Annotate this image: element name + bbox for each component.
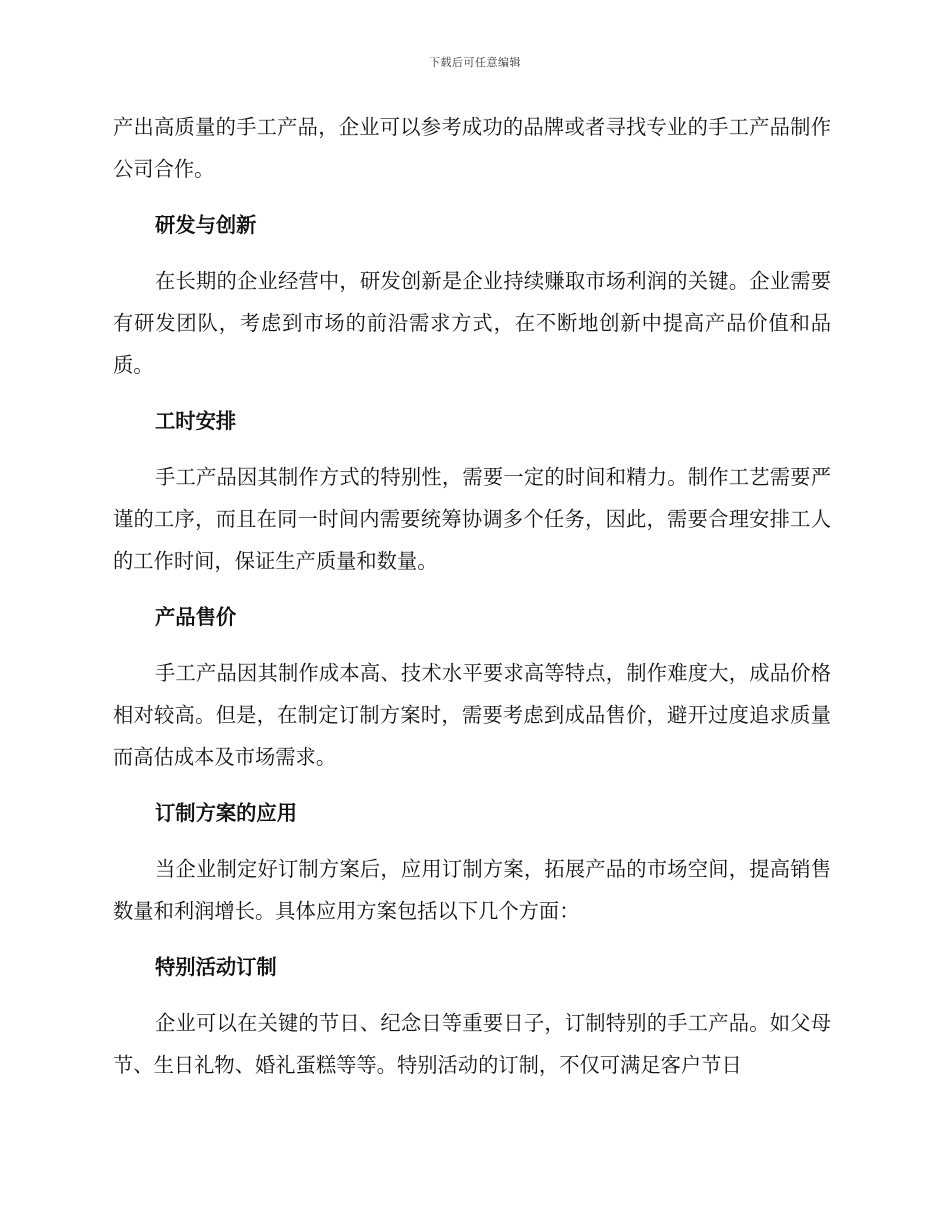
spacer — [113, 442, 831, 456]
paragraph-intro-continuation: 产出高质量的手工产品，企业可以参考成功的品牌或者寻找专业的手工产品制作公司合作。 — [113, 115, 831, 181]
spacer — [113, 246, 831, 260]
spacer — [113, 834, 831, 848]
section-heading-pricing: 产品售价 — [155, 605, 237, 629]
document-body — [113, 106, 831, 1086]
spacer — [113, 386, 831, 400]
spacer — [113, 638, 831, 652]
paragraph-pricing: 手工产品因其制作成本高、技术水平要求高等特点，制作难度大，成品价格相对较高。但是，在制定订制方案时，需要考虑到成品售价，避开过度追求质量而高估成本及市场需求。 — [113, 661, 831, 769]
paragraph-special-events: 企业可以在关键的节日、纪念日等重要日子，订制特别的手工产品。如父母节、生日礼物、婚礼蛋糕等等。特别活动的订制，不仅可满足客户节日 — [113, 1011, 831, 1077]
section-heading-work-hours: 工时安排 — [155, 409, 237, 433]
paragraph-rnd: 在长期的企业经营中，研发创新是企业持续赚取市场利润的关键。企业需要有研发团队，考虑到市场的前沿需求方式，在不断地创新中提高产品价值和品质。 — [113, 269, 831, 377]
page-header: 下载后可任意编辑 — [429, 56, 521, 69]
paragraph-application: 当企业制定好订制方案后，应用订制方案，拓展产品的市场空间，提高销售数量和利润增长。具体应用方案包括以下几个方面： — [113, 857, 831, 923]
section-heading-rnd: 研发与创新 — [155, 213, 257, 237]
section-heading-special-events: 特别活动订制 — [155, 955, 277, 979]
spacer — [113, 932, 831, 946]
spacer — [113, 778, 831, 792]
spacer — [113, 582, 831, 596]
section-heading-application: 订制方案的应用 — [155, 801, 297, 825]
spacer — [113, 190, 831, 204]
paragraph-work-hours: 手工产品因其制作方式的特别性，需要一定的时间和精力。制作工艺需要严谨的工序，而且在同一时间内需要统筹协调多个任务，因此，需要合理安排工人的工作时间，保证生产质量和数量。 — [113, 465, 831, 573]
spacer — [113, 988, 831, 1002]
